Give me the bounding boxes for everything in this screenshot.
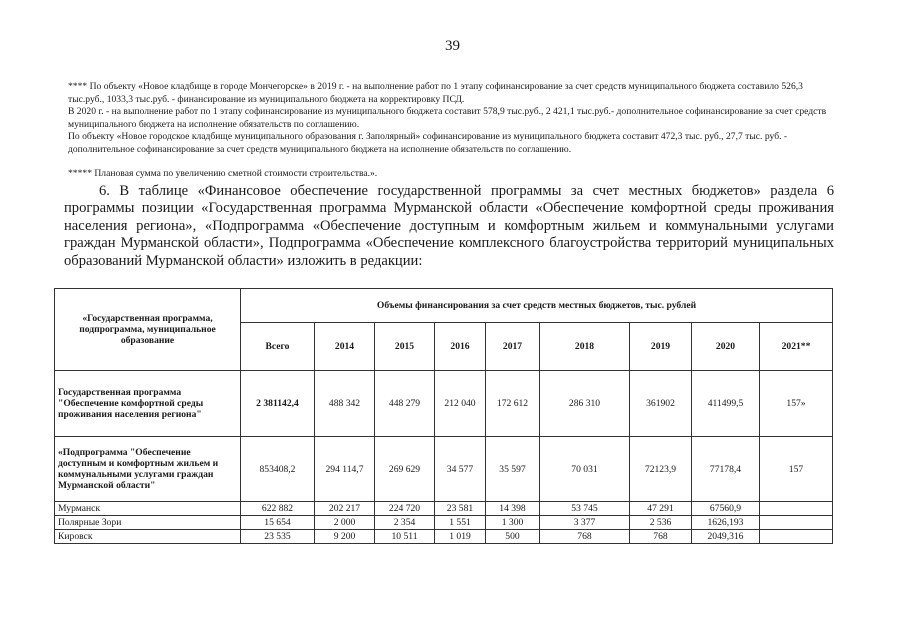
cell: 212 040 bbox=[435, 371, 486, 437]
cell: 67560,9 bbox=[692, 502, 760, 516]
cell: 3 377 bbox=[540, 516, 630, 530]
cell: 269 629 bbox=[375, 437, 435, 502]
paragraph-text: 6. В таблице «Финансовое обеспечение государственной программы за счет местных бюджетов» раздела 6 программы позиции «Государственная программа Мурманской области «Обеспечение комфортной среды проживания населения региона», «Подпрограмма «Обеспечение доступным и комфортным жильем и коммунальными услугами граждан Мурманской области», Подпрограмма «Обеспечение комплексного благоустройства территорий муниципальных образований Мурманской области» изложить в редакции: bbox=[64, 183, 834, 269]
cell bbox=[760, 516, 833, 530]
cell: 488 342 bbox=[315, 371, 375, 437]
cell: 448 279 bbox=[375, 371, 435, 437]
footnotes bbox=[68, 81, 838, 157]
footnote: По объекту «Новое городское кладбище муниципального образования г. Заполярный» софинансирование из муниципального бюджета составит 472,3 тыс. руб., 27,7 тыс. руб. - дополнительное софинансирование за счет средств муниципального бюджета на исполнение обязательств по соглашению. bbox=[68, 131, 788, 155]
cell: 622 882 bbox=[241, 502, 315, 516]
row-name: Кировск bbox=[55, 530, 241, 544]
cell: 34 577 bbox=[435, 437, 486, 502]
row-name: «Подпрограмма "Обеспечение доступным и комфортным жильем и коммунальными услугами граждан Мурманской области" bbox=[55, 437, 241, 502]
cell bbox=[760, 530, 833, 544]
cell: 23 581 bbox=[435, 502, 486, 516]
cell: 768 bbox=[540, 530, 630, 544]
footnote-planned-sum: ***** Плановая сумма по увеличению сметной стоимости строительства.». bbox=[68, 168, 378, 179]
cell: 1 551 bbox=[435, 516, 486, 530]
cell: 2 536 bbox=[630, 516, 692, 530]
cell: 411499,5 bbox=[692, 371, 760, 437]
cell: 53 745 bbox=[540, 502, 630, 516]
amendment-paragraph bbox=[64, 183, 834, 270]
financing-table bbox=[54, 288, 833, 544]
cell: 202 217 bbox=[315, 502, 375, 516]
cell: 361902 bbox=[630, 371, 692, 437]
column-header: 2014 bbox=[315, 323, 375, 371]
cell: 15 654 bbox=[241, 516, 315, 530]
cell: 10 511 bbox=[375, 530, 435, 544]
column-header: 2021** bbox=[760, 323, 833, 371]
cell: 77178,4 bbox=[692, 437, 760, 502]
cell: 2 000 bbox=[315, 516, 375, 530]
table-row bbox=[55, 502, 833, 516]
page-number: 39 bbox=[445, 38, 460, 54]
cell: 157» bbox=[760, 371, 833, 437]
column-header: 2018 bbox=[540, 323, 630, 371]
cell: 224 720 bbox=[375, 502, 435, 516]
header-program-name: «Государственная программа, подпрограмма, муниципальное образование bbox=[55, 289, 241, 371]
cell: 1 019 bbox=[435, 530, 486, 544]
cell: 23 535 bbox=[241, 530, 315, 544]
table-row bbox=[55, 516, 833, 530]
footnote: **** По объекту «Новое кладбище в городе Мончегорске» в 2019 г. - на выполнение работ по 1 этапу софинансирование за счет средств муниципального бюджета составило 526,3 тыс.руб., 1033,3 тыс.руб. - финансирование из муниципального бюджета на корректировку ПСД. bbox=[68, 81, 803, 105]
cell: 2 381142,4 bbox=[241, 371, 315, 437]
cell: 35 597 bbox=[486, 437, 540, 502]
cell: 294 114,7 bbox=[315, 437, 375, 502]
cell: 72123,9 bbox=[630, 437, 692, 502]
table-row bbox=[55, 437, 833, 502]
cell: 500 bbox=[486, 530, 540, 544]
cell: 768 bbox=[630, 530, 692, 544]
cell: 14 398 bbox=[486, 502, 540, 516]
column-header: 2020 bbox=[692, 323, 760, 371]
column-header: 2015 bbox=[375, 323, 435, 371]
column-header: 2019 bbox=[630, 323, 692, 371]
cell bbox=[760, 502, 833, 516]
footnote: В 2020 г. - на выполнение работ по 1 этапу софинансирование из муниципального бюджета составит 578,9 тыс.руб., 2 421,1 тыс.руб.- дополнительное софинансирование за счет средств муниципального бюджета на исполнение обязательств по соглашению. bbox=[68, 106, 827, 130]
row-name: Государственная программа "Обеспечение комфортной среды проживания населения региона" bbox=[55, 371, 241, 437]
column-header: Всего bbox=[241, 323, 315, 371]
cell: 853408,2 bbox=[241, 437, 315, 502]
cell: 2049,316 bbox=[692, 530, 760, 544]
cell: 47 291 bbox=[630, 502, 692, 516]
cell: 286 310 bbox=[540, 371, 630, 437]
cell: 172 612 bbox=[486, 371, 540, 437]
column-header: 2017 bbox=[486, 323, 540, 371]
table-row bbox=[55, 530, 833, 544]
cell: 1626,193 bbox=[692, 516, 760, 530]
column-header: 2016 bbox=[435, 323, 486, 371]
header-financing-volume: Объемы финансирования за счет средств местных бюджетов, тыс. рублей bbox=[241, 289, 833, 323]
cell: 1 300 bbox=[486, 516, 540, 530]
row-name: Полярные Зори bbox=[55, 516, 241, 530]
table-row bbox=[55, 371, 833, 437]
cell: 2 354 bbox=[375, 516, 435, 530]
cell: 70 031 bbox=[540, 437, 630, 502]
row-name: Мурманск bbox=[55, 502, 241, 516]
cell: 157 bbox=[760, 437, 833, 502]
cell: 9 200 bbox=[315, 530, 375, 544]
